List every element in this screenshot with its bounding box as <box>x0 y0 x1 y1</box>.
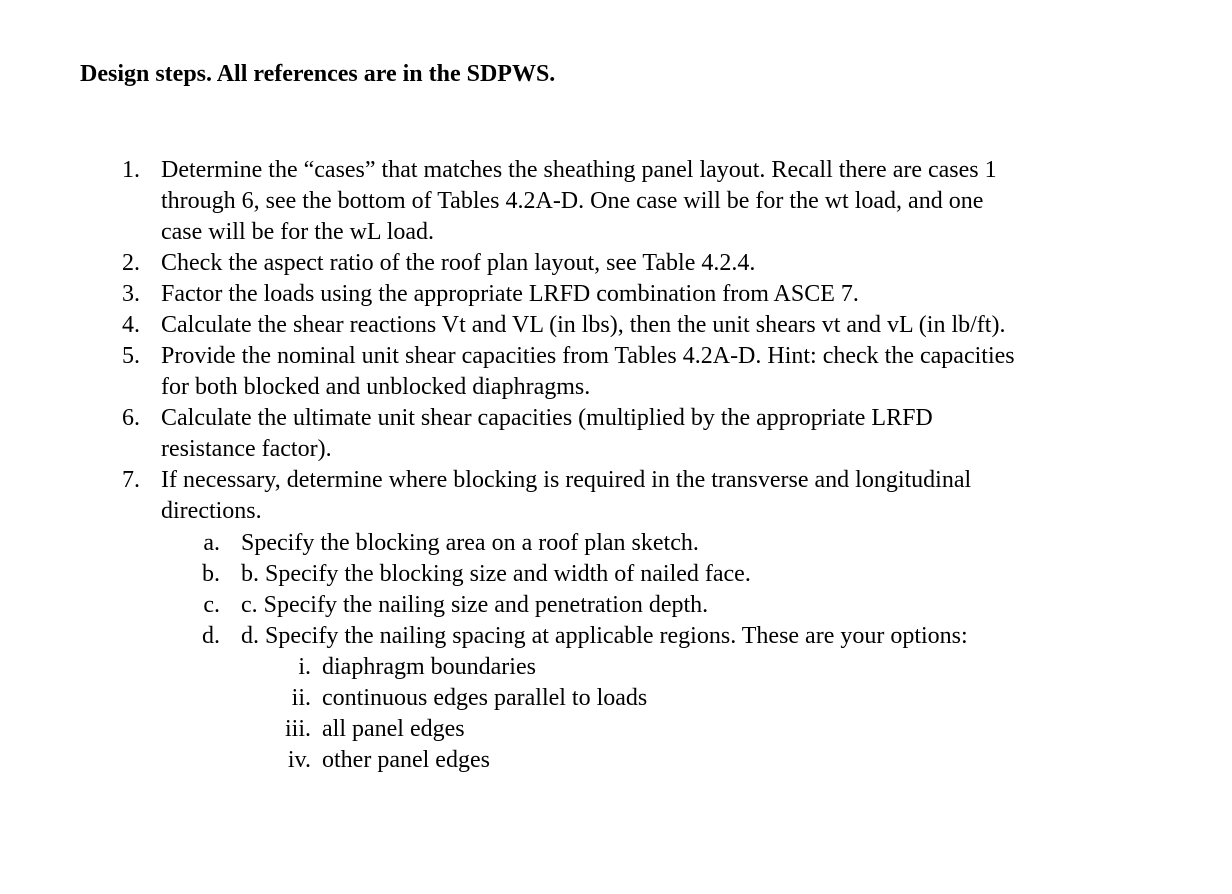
substep-c-marker: c. <box>203 592 220 618</box>
step-6-line-1: Calculate the ultimate unit shear capacities (multiplied by the appropriate LRFD <box>161 405 933 431</box>
substep-d-marker: d. <box>202 623 220 649</box>
document-heading: Design steps. All references are in the SDPWS. <box>80 61 556 87</box>
step-5-line-1: Provide the nominal unit shear capacities from Tables 4.2A-D. Hint: check the capacities <box>161 343 1015 369</box>
option-iii-marker: iii. <box>284 716 311 742</box>
option-ii-marker: ii. <box>291 685 311 711</box>
step-7-line-1: If necessary, determine where blocking is required in the transverse and longitudinal <box>161 467 972 493</box>
step-2-marker: 2. <box>122 250 140 276</box>
step-2-line-1: Check the aspect ratio of the roof plan layout, see Table 4.2.4. <box>161 250 756 276</box>
option-iii-text: all panel edges <box>322 716 465 742</box>
option-iv-marker: iv. <box>287 747 311 773</box>
option-iv-text: other panel edges <box>322 747 490 773</box>
substep-d-text: d. Specify the nailing spacing at applicable regions. These are your options: <box>241 623 968 649</box>
step-3-marker: 3. <box>122 281 140 307</box>
step-1-line-3: case will be for the wL load. <box>161 219 435 245</box>
option-i-text: diaphragm boundaries <box>322 654 536 680</box>
substep-b-marker: b. <box>202 561 220 587</box>
step-4-marker: 4. <box>122 312 140 338</box>
step-1-line-2: through 6, see the bottom of Tables 4.2A-D. One case will be for the wt load, and one <box>161 188 984 214</box>
step-7-line-2: directions. <box>161 498 262 524</box>
substep-a-text: Specify the blocking area on a roof plan sketch. <box>241 530 699 556</box>
step-6-marker: 6. <box>122 405 140 431</box>
step-1-marker: 1. <box>122 157 140 183</box>
step-1-line-1: Determine the “cases” that matches the sheathing panel layout. Recall there are cases 1 <box>161 157 997 183</box>
option-ii-text: continuous edges parallel to loads <box>322 685 648 711</box>
option-i-marker: i. <box>298 654 311 680</box>
step-4-line-1: Calculate the shear reactions Vt and VL (in lbs), then the unit shears vt and vL (in lb/ft). <box>161 312 1006 338</box>
step-7-marker: 7. <box>122 467 140 493</box>
substep-b-text: b. Specify the blocking size and width of nailed face. <box>241 561 751 587</box>
substep-a-marker: a. <box>203 530 220 556</box>
step-5-line-2: for both blocked and unblocked diaphragms. <box>161 374 591 400</box>
substep-c-text: c. Specify the nailing size and penetration depth. <box>241 592 709 618</box>
step-5-marker: 5. <box>122 343 140 369</box>
step-3-line-1: Factor the loads using the appropriate LRFD combination from ASCE 7. <box>161 281 859 307</box>
step-6-line-2: resistance factor). <box>161 436 332 462</box>
